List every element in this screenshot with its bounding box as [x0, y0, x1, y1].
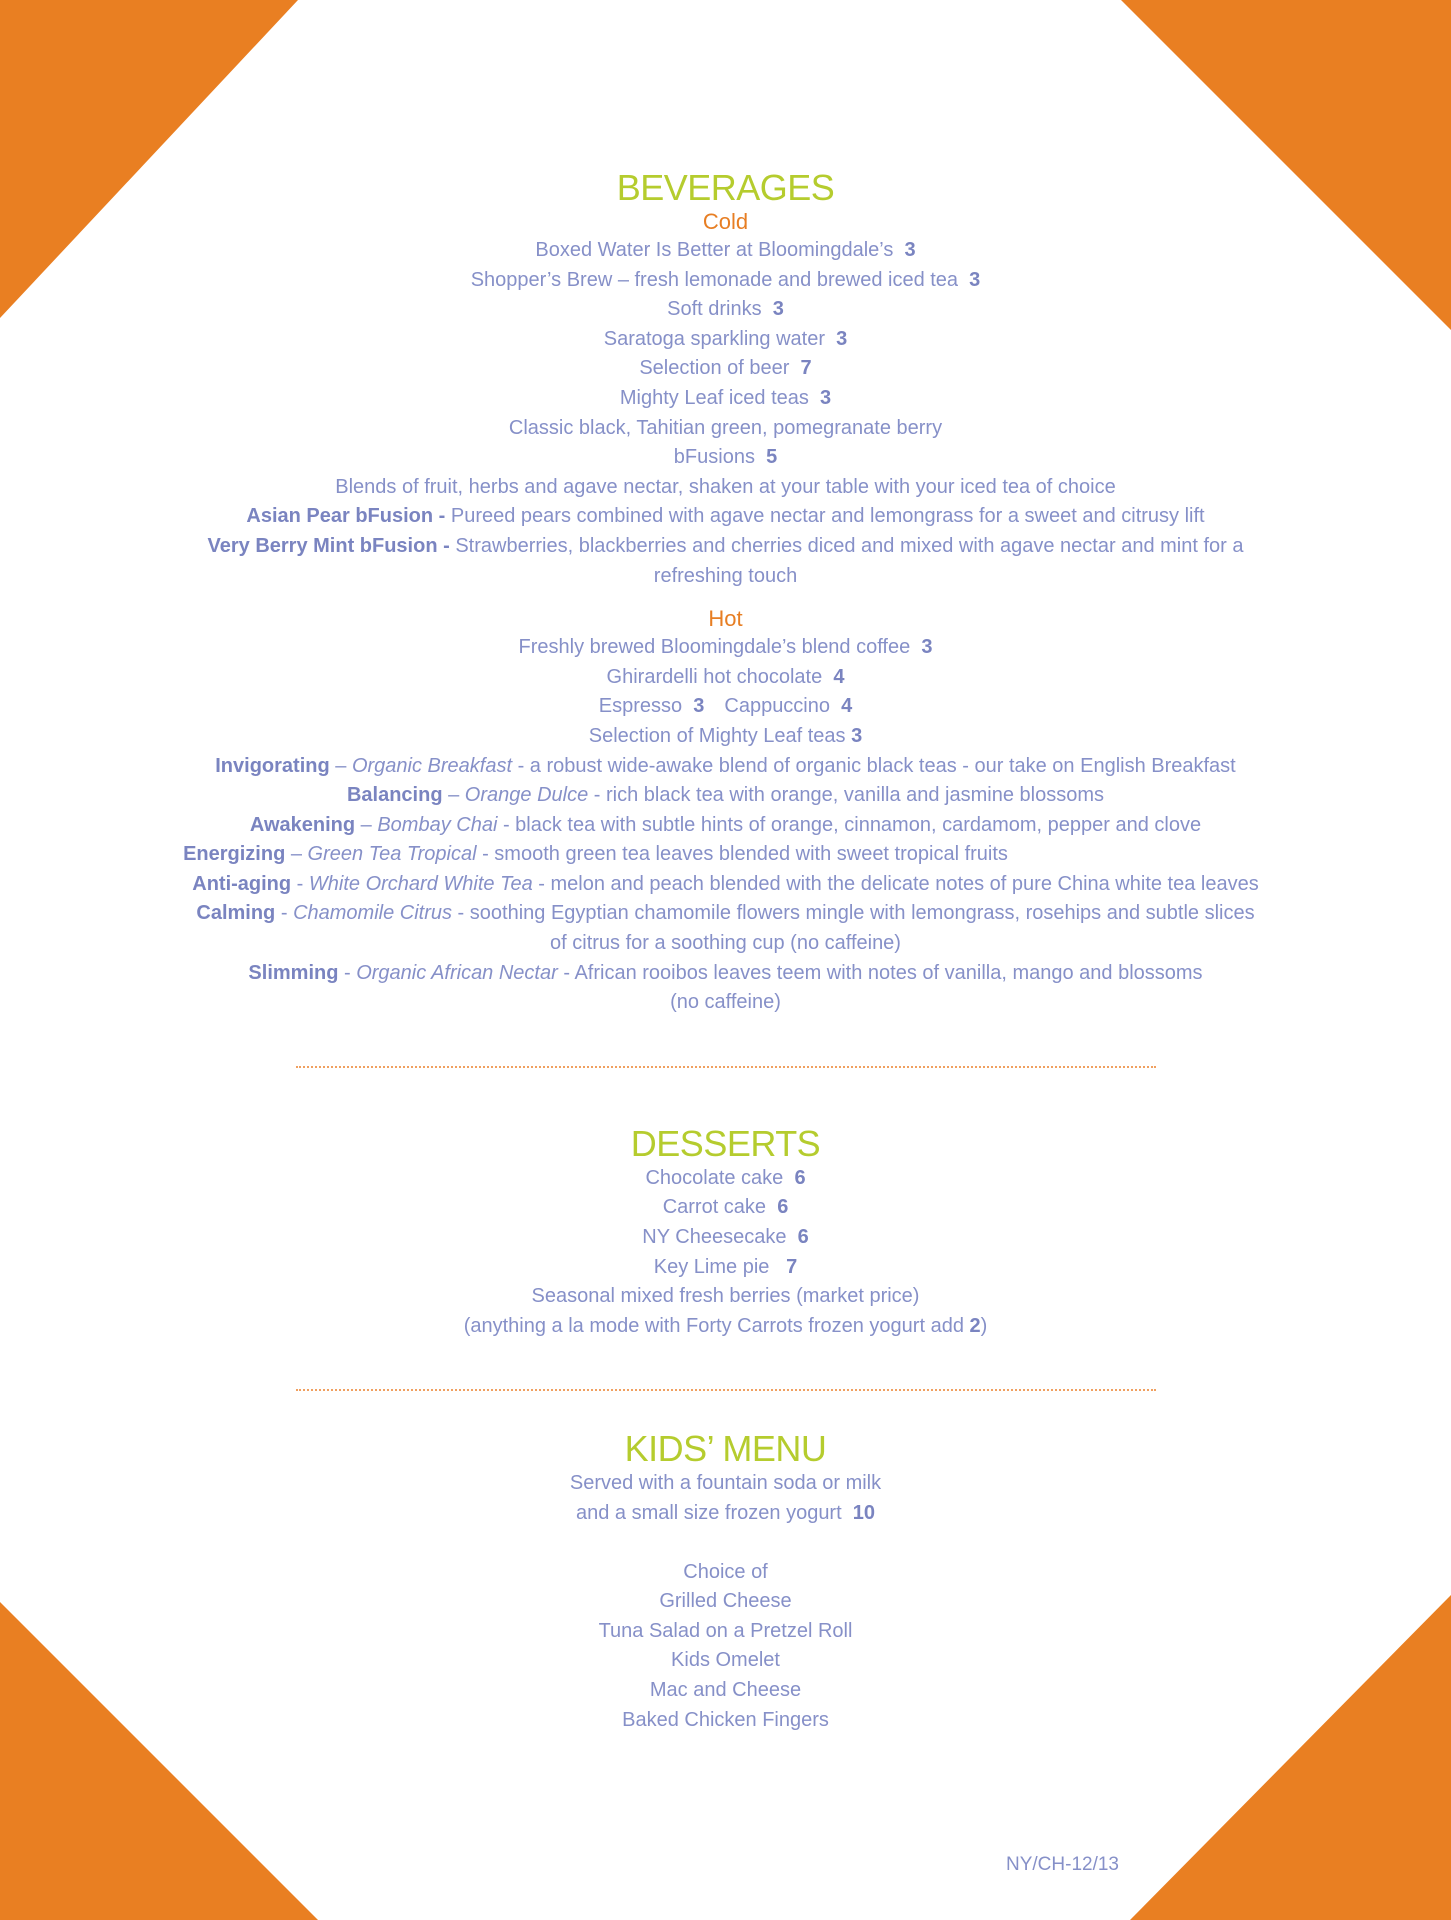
menu-item: Chocolate cake 6 [645, 1166, 806, 1189]
menu-content [0, 168, 1451, 1735]
kids-served-line: and a small size frozen yogurt 10 [575, 1502, 876, 1524]
menu-item: bFusions 5 [673, 446, 778, 469]
kids-choice: Kids Omelet [671, 1649, 780, 1672]
menu-item: Espresso 3 Cappuccino 4 [598, 695, 853, 718]
tea-item: Awakening – Bombay Chai - black tea with subtle hints of orange, cinnamon, cardamom, pepper and clove [249, 813, 1202, 836]
menu-item: Saratoga sparkling water 3 [603, 327, 848, 350]
menu-item: Freshly brewed Bloomingdale’s blend coffee 3 [518, 636, 933, 659]
beverages-title: BEVERAGES [616, 167, 835, 208]
kids-title: KIDS’ MENU [624, 1428, 827, 1470]
tea-item: Balancing – Orange Dulce - rich black tea with orange, vanilla and jasmine blossoms [346, 784, 1105, 807]
menu-item: Shopper’s Brew – fresh lemonade and brewed iced tea 3 [470, 268, 981, 291]
kids-served-line: Served with a fountain soda or milk [569, 1472, 882, 1495]
menu-item: Boxed Water Is Better at Bloomingdale’s 3 [535, 239, 916, 261]
menu-item: Key Lime pie 7 [653, 1255, 798, 1278]
tea-item: Invigorating – Organic Breakfast - a robust wide-awake blend of organic black teas - our take on English Breakfast [215, 754, 1236, 777]
tea-item-continued: of citrus for a soothing cup (no caffeine) [550, 932, 901, 955]
tea-item: Slimming - Organic African Nectar - African rooibos leaves teem with notes of vanilla, mango and blossoms [248, 961, 1203, 984]
kids-section [0, 1429, 1451, 1735]
tea-item: Energizing – Green Tea Tropical - smooth green tea leaves blended with sweet tropical fruits [183, 843, 1008, 866]
menu-item: Soft drinks 3 [667, 298, 784, 321]
a-la-mode-note: (anything a la mode with Forty Carrots frozen yogurt add 2) [463, 1314, 988, 1337]
cold-heading: Cold [702, 209, 749, 234]
choice-label: Choice of [683, 1560, 768, 1583]
tea-item: Anti-aging - White Orchard White Tea - melon and peach blended with the delicate notes of pure China white tea leaves [192, 872, 1259, 895]
desserts-section [0, 1124, 1451, 1342]
desserts-title: DESSERTS [630, 1122, 821, 1164]
kids-choice: Tuna Salad on a Pretzel Roll [598, 1619, 853, 1642]
kids-choice: Mac and Cheese [649, 1678, 802, 1701]
menu-item: Ghirardelli hot chocolate 4 [606, 665, 845, 688]
bfusions-description: Blends of fruit, herbs and agave nectar, shaken at your table with your iced tea of choice [335, 475, 1116, 498]
section-divider [296, 1389, 1156, 1391]
section-divider [296, 1066, 1156, 1068]
kids-choice: Grilled Cheese [659, 1590, 792, 1613]
menu-item: NY Cheesecake 6 [642, 1226, 809, 1249]
menu-item: Selection of Mighty Leaf teas 3 [588, 724, 863, 747]
berries-item: Seasonal mixed fresh berries (market price) [531, 1285, 920, 1308]
kids-choice: Baked Chicken Fingers [622, 1708, 829, 1731]
tea-item: Calming - Chamomile Citrus - soothing Egyptian chamomile flowers mingle with lemongrass, rosehips and subtle slices [196, 902, 1255, 925]
footer-code: NY/CH-12/13 [1006, 1854, 1119, 1875]
hot-heading: Hot [708, 606, 743, 632]
fusion-item: Very Berry Mint bFusion - Strawberries, blackberries and cherries diced and mixed with agave nectar and mint for a refreshing touch [207, 534, 1244, 587]
tea-item-continued: (no caffeine) [670, 991, 781, 1014]
iced-tea-flavors: Classic black, Tahitian green, pomegranate berry [508, 416, 943, 439]
menu-item: Mighty Leaf iced teas 3 [619, 386, 832, 409]
fusion-item: Asian Pear bFusion - Pureed pears combined with agave nectar and lemongrass for a sweet and citrusy lift [246, 505, 1205, 528]
menu-item: Carrot cake 6 [662, 1196, 789, 1219]
beverages-section [0, 168, 1451, 1018]
menu-item: Selection of beer 7 [639, 357, 812, 380]
